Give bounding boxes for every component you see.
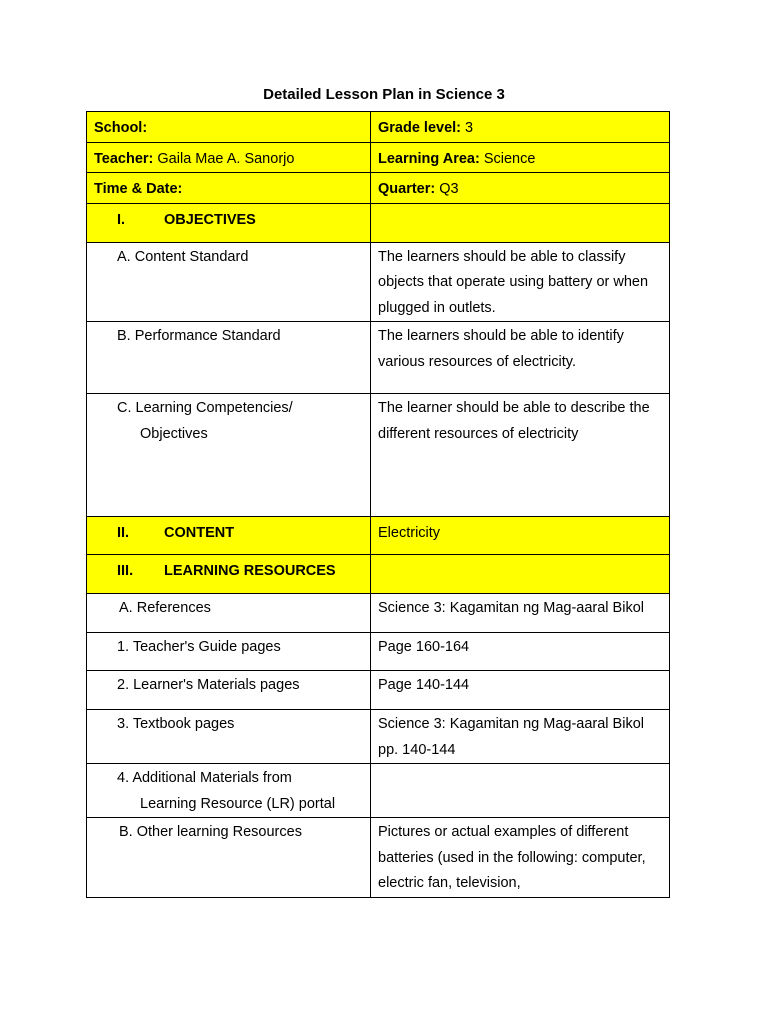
other-resources-label: B. Other learning Resources [87, 818, 371, 898]
teachers-guide-value: Page 160-164 [371, 633, 670, 671]
content-heading [87, 517, 371, 555]
content-standard-row [87, 242, 670, 322]
textbook-value: Science 3: Kagamitan ng Mag-aaral Bikol pp. 140-144 [371, 710, 670, 764]
objectives-section-row [87, 203, 670, 242]
learning-resources-blank-cell [371, 555, 670, 594]
teachers-guide-label: 1. Teacher's Guide pages [87, 633, 371, 671]
learning-resources-section-row [87, 555, 670, 594]
teacher-row [87, 142, 670, 173]
time-date-label: Time & Date: [94, 181, 183, 197]
quarter-value: Q3 [439, 181, 459, 197]
time-date-row [87, 173, 670, 204]
textbook-label: 3. Textbook pages [87, 710, 371, 764]
teacher-cell [87, 142, 371, 173]
learning-resources-number: III. [117, 563, 134, 579]
quarter-cell [371, 173, 670, 204]
competencies-row [87, 394, 670, 517]
performance-standard-label: B. Performance Standard [87, 322, 371, 394]
references-value: Science 3: Kagamitan ng Mag-aaral Bikol [371, 594, 670, 633]
learning-resources-heading [87, 555, 371, 594]
additional-materials-label-line-1: 4. Additional Materials from [117, 770, 292, 786]
competencies-label-line-1: C. Learning Competencies/ [117, 400, 293, 416]
references-label: A. References [87, 594, 371, 633]
learners-materials-label: 2. Learner's Materials pages [87, 671, 371, 710]
content-section-row [87, 517, 670, 555]
content-standard-label: A. Content Standard [87, 242, 371, 322]
school-cell [87, 112, 371, 143]
grade-level-label: Grade level: [378, 120, 462, 136]
objectives-title: OBJECTIVES [164, 211, 256, 228]
lesson-plan-table [86, 111, 670, 898]
objectives-blank-cell [371, 203, 670, 242]
additional-materials-value [371, 764, 670, 818]
content-title: CONTENT [164, 525, 235, 541]
objectives-number: I. [117, 211, 126, 228]
teacher-label: Teacher: [94, 150, 154, 167]
quarter-label: Quarter: [378, 181, 436, 197]
document-title: Detailed Lesson Plan in Science 3 [263, 86, 505, 103]
grade-level-cell [371, 112, 670, 143]
content-number: II. [117, 525, 130, 541]
other-resources-row [87, 818, 670, 898]
time-date-cell [87, 173, 371, 204]
learning-area-cell [371, 142, 670, 173]
learning-area-label: Learning Area: [378, 150, 480, 167]
textbook-row [87, 710, 670, 764]
teacher-value: Gaila Mae A. Sanorjo [157, 150, 295, 167]
objectives-heading [87, 203, 371, 242]
additional-materials-label-line-2: Learning Resource (LR) portal [140, 795, 336, 812]
other-resources-value: Pictures or actual examples of different batteries (used in the following: computer, electric fan, television, [371, 818, 670, 898]
additional-materials-row [87, 764, 670, 818]
learning-resources-title: LEARNING RESOURCES [164, 563, 336, 579]
performance-standard-value: The learners should be able to identify various resources of electricity. [371, 322, 670, 394]
performance-standard-row [87, 322, 670, 394]
grade-level-value: 3 [465, 120, 474, 136]
references-row [87, 594, 670, 633]
content-standard-value: The learners should be able to classify objects that operate using battery or when plugged in outlets. [371, 242, 670, 322]
content-value: Electricity [371, 517, 670, 555]
learning-area-value: Science [483, 150, 536, 167]
teachers-guide-row [87, 633, 670, 671]
competencies-value: The learner should be able to describe the different resources of electricity [371, 394, 670, 517]
competencies-label [87, 394, 371, 517]
learners-materials-row [87, 671, 670, 710]
school-label: School: [94, 120, 148, 136]
school-row [87, 112, 670, 143]
competencies-label-line-2: Objectives [140, 425, 208, 442]
additional-materials-label [87, 764, 371, 818]
learners-materials-value: Page 140-144 [371, 671, 670, 710]
